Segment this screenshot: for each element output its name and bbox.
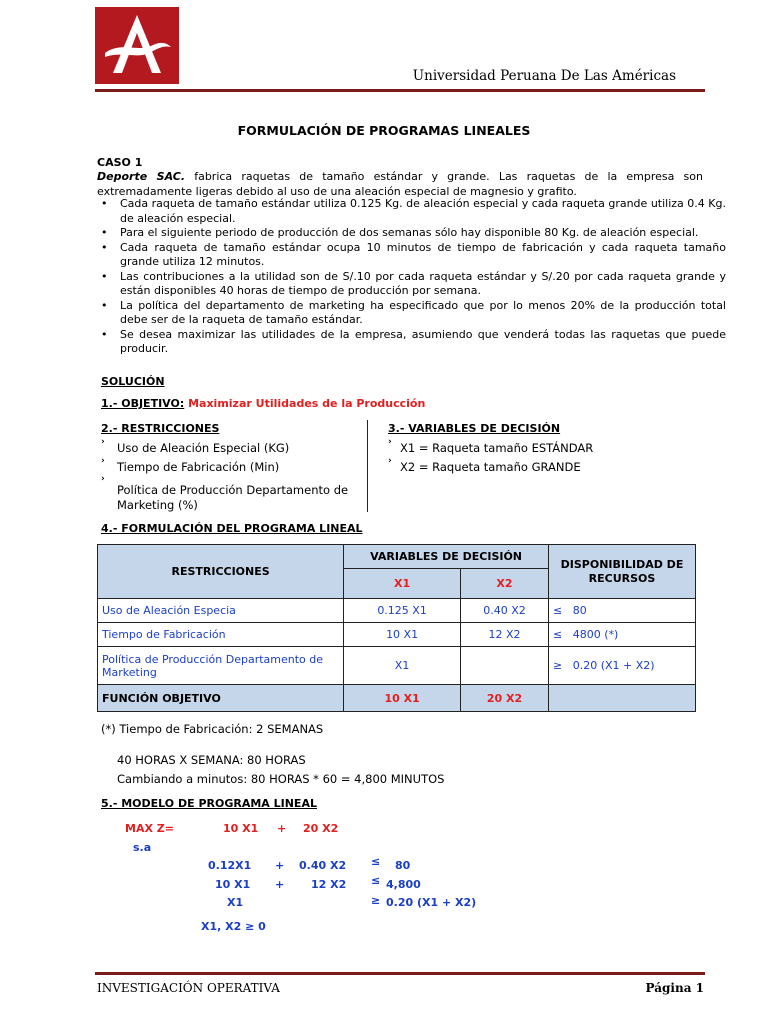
row-x1: 0.125 X1 bbox=[344, 599, 461, 623]
table-row bbox=[98, 599, 696, 623]
model-heading: 5.- MODELO DE PROGRAMA LINEAL bbox=[101, 797, 317, 810]
objective-x1: 10 X1 bbox=[344, 685, 461, 712]
row-name: Uso de Aleación Especia bbox=[98, 599, 344, 623]
objective-x2: 20 X2 bbox=[460, 685, 548, 712]
header-variables: VARIABLES DE DECISIÓN bbox=[344, 545, 549, 569]
non-negativity: X1, X2 ≥ 0 bbox=[201, 920, 266, 933]
table-row bbox=[98, 647, 696, 685]
objective-empty bbox=[548, 685, 695, 712]
page-number: Página 1 bbox=[645, 981, 704, 995]
case-label: CASO 1 bbox=[97, 156, 143, 169]
row-availability bbox=[548, 647, 695, 685]
c1-operator: ≤ bbox=[371, 855, 381, 868]
logo-emblem-icon bbox=[95, 7, 179, 84]
c1-value: 80 bbox=[395, 859, 411, 872]
c2-operator: ≤ bbox=[371, 874, 381, 887]
c2-x1: 10 X1 bbox=[215, 878, 251, 891]
plus-sign: + bbox=[275, 859, 285, 872]
objective-line bbox=[101, 397, 425, 410]
header-x1: X1 bbox=[344, 569, 461, 599]
plus-sign: + bbox=[277, 822, 287, 835]
restriction-item: Uso de Aleación Especial (KG) bbox=[117, 441, 290, 455]
university-logo bbox=[95, 7, 179, 84]
bullet-arrow-icon: › bbox=[101, 456, 105, 466]
bullet-arrow-icon: › bbox=[388, 437, 392, 447]
header-rule bbox=[95, 89, 705, 92]
max-label: MAX Z= bbox=[125, 822, 174, 835]
variable-item: X2 = Raqueta tamaño GRANDE bbox=[400, 460, 581, 474]
case-intro bbox=[97, 170, 703, 199]
plus-sign: + bbox=[275, 878, 285, 891]
restriction-item: Política de Producción Departamento de Marketing (%) bbox=[117, 483, 349, 512]
obj-term-x1: 10 X1 bbox=[223, 822, 259, 835]
intro-text: fabrica raquetas de tamaño estándar y grande. Las raquetas de la empresa son extremadamente ligeras debido al uso de una aleación especial de magnesio y grafito. bbox=[97, 170, 703, 198]
header-x2: X2 bbox=[460, 569, 548, 599]
formulation-heading: 4.- FORMULACIÓN DEL PROGRAMA LINEAL bbox=[101, 522, 363, 535]
row-x2 bbox=[460, 647, 548, 685]
header-restrictions: RESTRICCIONES bbox=[98, 545, 344, 599]
calc-hours: 40 HORAS X SEMANA: 80 HORAS bbox=[117, 753, 306, 767]
c1-x1: 0.12X1 bbox=[208, 859, 252, 872]
university-name: Universidad Peruana De Las Américas bbox=[412, 68, 676, 84]
row-availability bbox=[548, 599, 695, 623]
time-note: (*) Tiempo de Fabricación: 2 SEMANAS bbox=[101, 722, 324, 736]
list-item: • Cada raqueta de tamaño estándar utiliza 0.125 Kg. de aleación especial y cada raqueta grande utiliza 0.4 Kg. de aleación especial. bbox=[120, 197, 726, 226]
bullet-arrow-icon: › bbox=[101, 474, 105, 484]
c1-x2: 0.40 X2 bbox=[299, 859, 347, 872]
footer-course: INVESTIGACIÓN OPERATIVA bbox=[97, 981, 280, 995]
relation-operator: ≤ bbox=[552, 604, 563, 617]
row-name: Tiempo de Fabricación bbox=[98, 623, 344, 647]
obj-term-x2: 20 X2 bbox=[303, 822, 339, 835]
header-availability: DISPONIBILIDAD DE RECURSOS bbox=[548, 545, 695, 599]
restriction-item: Tiempo de Fabricación (Min) bbox=[117, 460, 280, 474]
objective-row bbox=[98, 685, 696, 712]
solution-heading: SOLUCIÓN bbox=[101, 375, 165, 388]
column-divider bbox=[367, 420, 368, 512]
objective-function-label: FUNCIÓN OBJETIVO bbox=[98, 685, 344, 712]
formulation-table bbox=[97, 544, 696, 712]
calc-minutes: Cambiando a minutos: 80 HORAS * 60 = 4,800 MINUTOS bbox=[117, 772, 445, 786]
footer-rule bbox=[95, 972, 705, 975]
bullet-arrow-icon: › bbox=[388, 456, 392, 466]
c2-value: 4,800 bbox=[386, 878, 421, 891]
availability-value: 4800 (*) bbox=[572, 628, 619, 641]
c3-x1: X1 bbox=[227, 896, 244, 909]
restrictions-heading: 2.- RESTRICCIONES bbox=[101, 422, 220, 435]
relation-operator: ≥ bbox=[552, 659, 563, 672]
case-bullet-list bbox=[97, 197, 726, 357]
list-item: • Cada raqueta de tamaño estándar ocupa 10 minutos de tiempo de fabricación y cada raqueta tamaño grande utiliza 12 minutos. bbox=[120, 241, 726, 270]
list-item: • La política del departamento de marketing ha especificado que por lo menos 20% de la producción total debe ser de la raqueta de tamaño estándar. bbox=[120, 299, 726, 328]
availability-value: 80 bbox=[572, 604, 587, 617]
c3-value: 0.20 (X1 + X2) bbox=[386, 896, 477, 909]
row-x2: 12 X2 bbox=[460, 623, 548, 647]
row-availability bbox=[548, 623, 695, 647]
relation-operator: ≤ bbox=[552, 628, 563, 641]
availability-value: 0.20 (X1 + X2) bbox=[572, 659, 655, 672]
variables-heading: 3.- VARIABLES DE DECISIÓN bbox=[388, 422, 561, 435]
bullet-arrow-icon: › bbox=[101, 437, 105, 447]
list-item: • Se desea maximizar las utilidades de la empresa, asumiendo que venderá todas las raquetas que puede producir. bbox=[120, 328, 726, 357]
list-item: • Para el siguiente periodo de producción de dos semanas sólo hay disponible 80 Kg. de aleación especial. bbox=[120, 226, 726, 241]
variable-item: X1 = Raqueta tamaño ESTÁNDAR bbox=[400, 441, 594, 455]
table-row bbox=[98, 623, 696, 647]
row-x1: X1 bbox=[344, 647, 461, 685]
subject-to-label: s.a bbox=[133, 841, 152, 854]
list-item: • Las contribuciones a la utilidad son de S/.10 por cada raqueta estándar y S/.20 por cada raqueta grande y están disponibles 40 horas de tiempo de producción por semana. bbox=[120, 270, 726, 299]
objective-text: Maximizar Utilidades de la Producción bbox=[188, 397, 426, 410]
row-x1: 10 X1 bbox=[344, 623, 461, 647]
c2-x2: 12 X2 bbox=[311, 878, 347, 891]
row-name: Política de Producción Departamento de Marketing bbox=[98, 647, 344, 685]
page-title: FORMULACIÓN DE PROGRAMAS LINEALES bbox=[237, 123, 531, 138]
company-name: Deporte SAC. bbox=[97, 170, 186, 183]
objective-label: 1.- OBJETIVO: bbox=[101, 397, 185, 410]
c3-operator: ≥ bbox=[371, 894, 381, 907]
row-x2: 0.40 X2 bbox=[460, 599, 548, 623]
